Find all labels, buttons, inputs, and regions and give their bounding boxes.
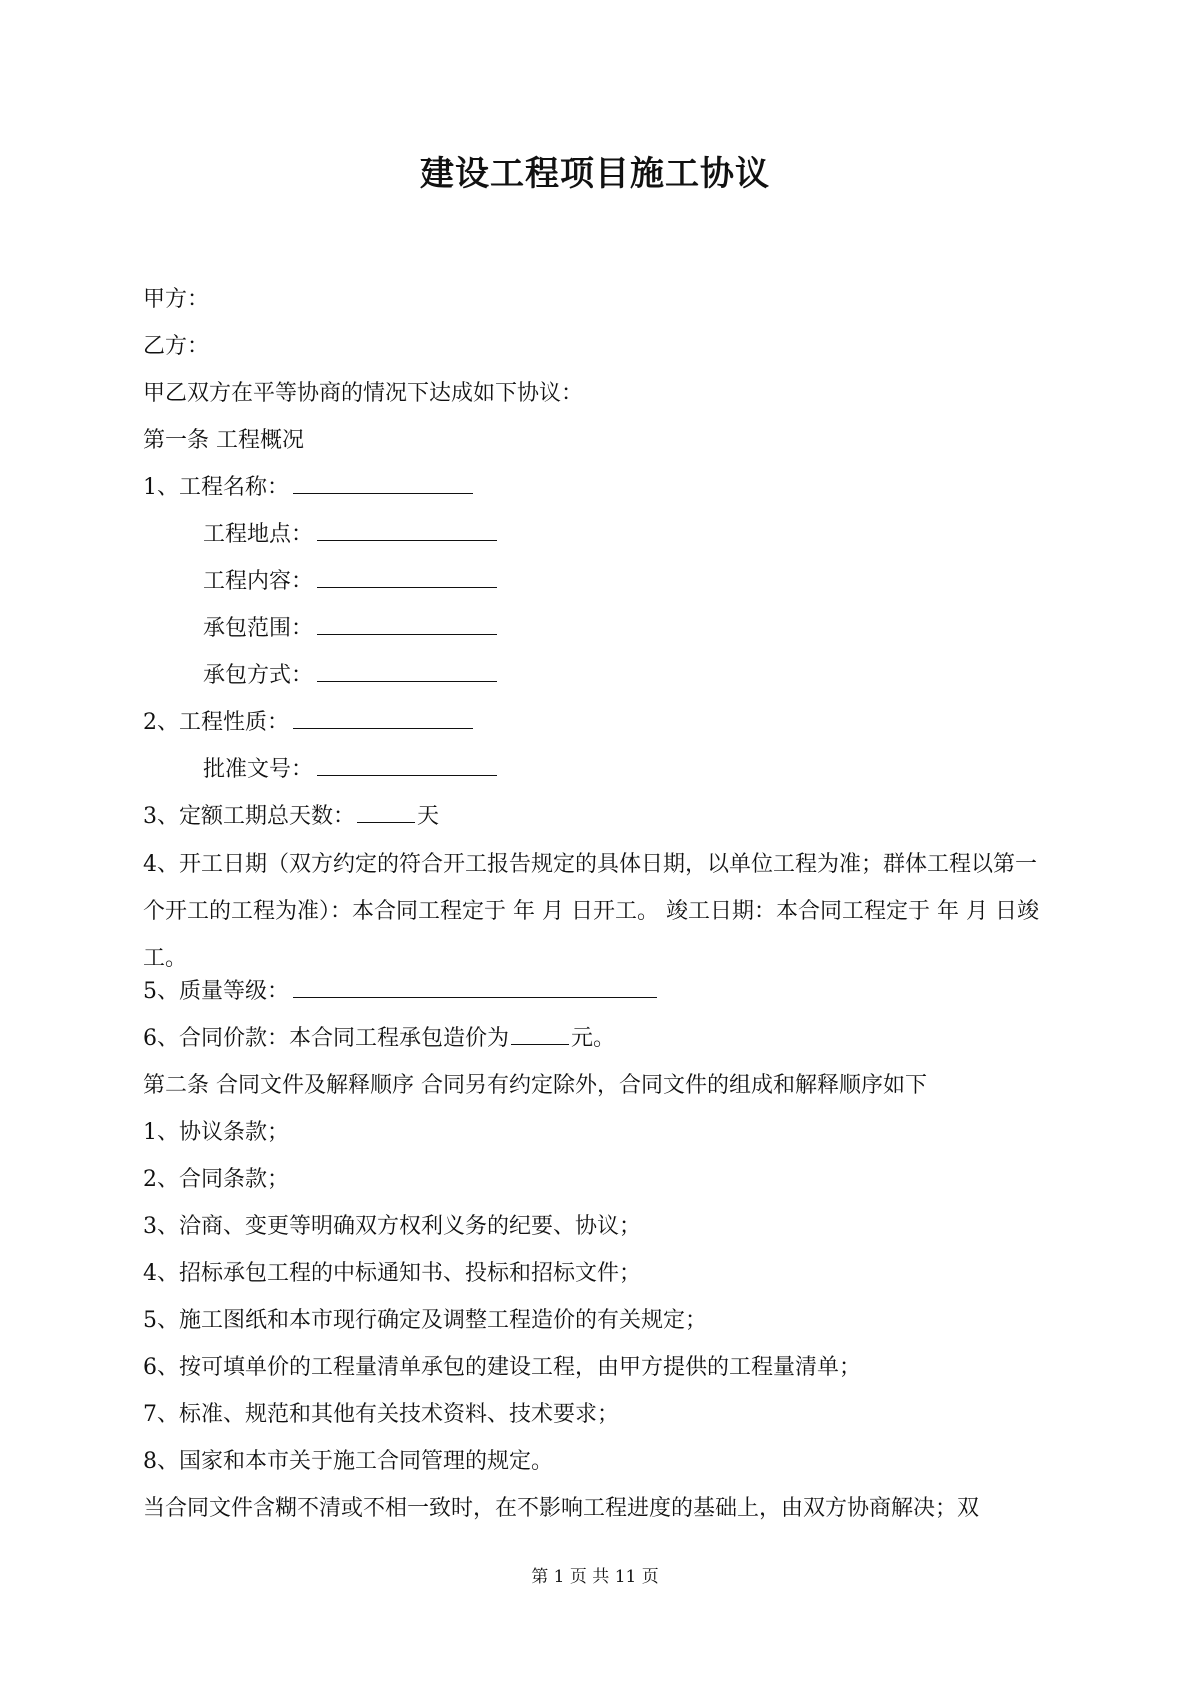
project-content-label: 工程内容： — [203, 569, 314, 594]
list-item: 1、协议条款； — [143, 1120, 289, 1145]
document-title: 建设工程项目施工协议 — [420, 154, 770, 194]
article-1-heading: 第一条 工程概况 — [143, 428, 304, 453]
intro-line: 甲乙双方在平等协商的情况下达成如下协议： — [143, 381, 584, 406]
project-location-line — [143, 518, 1053, 565]
project-content-line — [143, 565, 1053, 612]
list-item: 3、洽商、变更等明确双方权利义务的纪要、协议； — [143, 1214, 641, 1239]
approval-number-blank — [317, 753, 497, 776]
quality-grade-label: 5、质量等级： — [143, 979, 289, 1004]
contract-method-line — [143, 659, 1053, 706]
contract-scope-blank — [317, 612, 497, 635]
list-item: 6、按可填单价的工程量清单承包的建设工程，由甲方提供的工程量清单； — [143, 1355, 861, 1380]
total-days-unit: 天 — [417, 804, 440, 829]
list-item: 5、施工图纸和本市现行确定及调整工程造价的有关规定； — [143, 1308, 707, 1333]
contract-scope-label: 承包范围： — [203, 616, 314, 641]
article-2-heading: 第二条 合同文件及解释顺序 合同另有约定除外，合同文件的组成和解释顺序如下 — [143, 1073, 927, 1098]
contract-price-blank — [511, 1022, 569, 1045]
list-item: 2、合同条款； — [143, 1167, 289, 1192]
contract-price-unit: 元。 — [571, 1026, 616, 1051]
document-body — [143, 283, 1053, 1539]
project-name-line — [143, 471, 1053, 518]
page-footer: 第 1 页 共 11 页 — [531, 1567, 659, 1587]
project-nature-label: 2、工程性质： — [143, 710, 289, 735]
contract-price-label: 6、合同价款：本合同工程承包造价为 — [143, 1026, 509, 1051]
closing-paragraph: 当合同文件含糊不清或不相一致时，在不影响工程进度的基础上，由双方协商解决；双 — [143, 1496, 980, 1521]
list-item: 4、招标承包工程的中标通知书、投标和招标文件； — [143, 1261, 641, 1286]
project-location-blank — [317, 518, 497, 541]
contract-price-line — [143, 1022, 1053, 1069]
total-days-label: 3、定额工期总天数： — [143, 804, 355, 829]
approval-number-label: 批准文号： — [203, 757, 314, 782]
party-a-line: 甲方： — [143, 287, 210, 312]
quality-grade-blank — [293, 975, 657, 998]
total-days-blank — [357, 800, 415, 823]
project-name-blank — [293, 471, 473, 494]
list-item: 7、标准、规范和其他有关技术资料、技术要求； — [143, 1402, 619, 1427]
project-location-label: 工程地点： — [203, 522, 314, 547]
project-nature-line — [143, 706, 1053, 753]
total-days-line — [143, 800, 1053, 847]
quality-grade-line — [143, 975, 1053, 1022]
contract-method-label: 承包方式： — [203, 663, 314, 688]
party-b-line: 乙方： — [143, 334, 210, 359]
contract-method-blank — [317, 659, 497, 682]
approval-number-line — [143, 753, 1053, 800]
project-nature-blank — [293, 706, 473, 729]
project-content-blank — [317, 565, 497, 588]
start-date-paragraph: 4、开工日期（双方约定的符合开工报告规定的具体日期，以单位工程为准；群体工程以第一个开工的工程为准）：本合同工程定于 年 月 日开工。 竣工日期：本合同工程定于 年 月 日竣工。 — [143, 852, 1039, 971]
contract-scope-line — [143, 612, 1053, 659]
project-name-label: 1、工程名称： — [143, 475, 289, 500]
list-item: 8、国家和本市关于施工合同管理的规定。 — [143, 1449, 553, 1474]
